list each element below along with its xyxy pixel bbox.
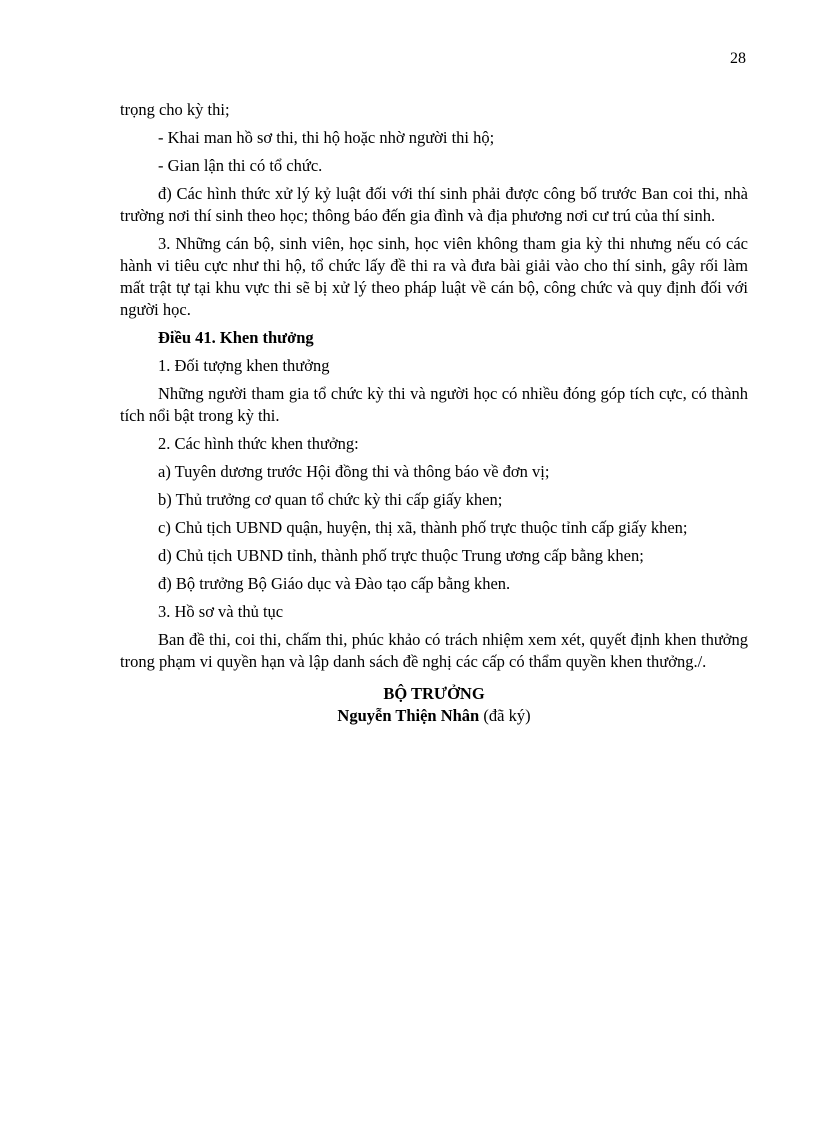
list-item: - Gian lận thi có tổ chức.	[158, 156, 323, 175]
signature-block	[120, 683, 748, 727]
list-item: - Khai man hồ sơ thi, thi hộ hoặc nhờ người thi hộ;	[158, 128, 495, 147]
signer-name: Nguyễn Thiện Nhân	[337, 706, 480, 725]
paragraph: trọng cho kỳ thi;	[120, 100, 230, 119]
signed-note: (đã ký)	[479, 706, 531, 725]
page-number: 28	[730, 50, 746, 67]
paragraph: đ) Các hình thức xử lý kỷ luật đối với thí sinh phải được công bố trước Ban coi thi, nhà trường nơi thí sinh theo học; thông báo đến gia đình và địa phương nơi cư trú của thí sinh.	[120, 184, 748, 225]
signer-title: BỘ TRƯỞNG	[383, 684, 485, 703]
list-item: a) Tuyên dương trước Hội đồng thi và thông báo về đơn vị;	[158, 462, 550, 481]
paragraph: Ban đề thi, coi thi, chấm thi, phúc khảo có trách nhiệm xem xét, quyết định khen thưởng trong phạm vi quyền hạn và lập danh sách đề nghị các cấp có thẩm quyền khen thưởng./.	[120, 630, 748, 671]
section-heading: 3. Hồ sơ và thủ tục	[158, 602, 284, 621]
list-item: b) Thủ trưởng cơ quan tổ chức kỳ thi cấp giấy khen;	[158, 490, 503, 509]
article-heading: Điều 41. Khen thưởng	[158, 328, 314, 347]
document-body	[120, 99, 748, 727]
paragraph: Những người tham gia tổ chức kỳ thi và người học có nhiều đóng góp tích cực, có thành tích nổi bật trong kỳ thi.	[120, 384, 748, 425]
paragraph: 3. Những cán bộ, sinh viên, học sinh, học viên không tham gia kỳ thi nhưng nếu có các hành vi tiêu cực như thi hộ, tổ chức lấy đề thi ra và đưa bài giải vào cho thí sinh, gây rối làm mất trật tự tại khu vực thi sẽ bị xử lý theo pháp luật về cán bộ, công chức và quy định đối với người học.	[120, 234, 748, 319]
list-item: d) Chủ tịch UBND tỉnh, thành phố trực thuộc Trung ương cấp bằng khen;	[158, 546, 644, 565]
list-item: c) Chủ tịch UBND quận, huyện, thị xã, thành phố trực thuộc tỉnh cấp giấy khen;	[158, 518, 688, 537]
list-item: đ) Bộ trưởng Bộ Giáo dục và Đào tạo cấp bằng khen.	[158, 574, 511, 593]
section-heading: 1. Đối tượng khen thưởng	[158, 356, 330, 375]
section-heading: 2. Các hình thức khen thưởng:	[158, 434, 359, 453]
